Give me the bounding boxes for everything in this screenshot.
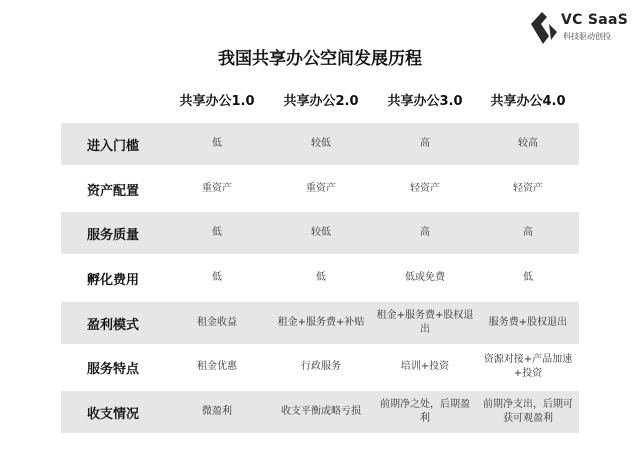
table-cell: 较低 — [311, 227, 331, 238]
table-row — [61, 302, 579, 344]
table-cell: 租金+服务费+股权退出 — [376, 310, 474, 335]
table-cell: 租金收益 — [197, 317, 237, 328]
table-cell: 高 — [523, 227, 533, 238]
table-cell: 服务费+股权退出 — [488, 317, 568, 328]
table-row — [61, 391, 579, 433]
column-header: 共享办公4.0 — [490, 94, 566, 109]
table-row — [61, 168, 579, 210]
table-cell: 低 — [212, 227, 222, 238]
table-cell: 租金+服务费+补贴 — [277, 317, 365, 328]
table-cell: 重资产 — [306, 183, 336, 194]
table-cell: 轻资产 — [410, 183, 440, 194]
table-cell: 前期净支出，后期可获可观盈利 — [483, 399, 573, 424]
row-label: 盈利模式 — [86, 317, 139, 333]
table-row — [61, 257, 579, 299]
row-label: 服务质量 — [86, 227, 139, 243]
table-row — [61, 212, 579, 254]
table-cell: 收支平衡或略亏损 — [281, 406, 361, 417]
logo-slogan: 科技驱动创投 — [563, 32, 611, 41]
page-title: 我国共享办公空间发展历程 — [218, 49, 422, 69]
table-cell: 资源对接+产品加速+投资 — [483, 354, 573, 379]
table-cell: 低或免费 — [405, 272, 445, 283]
table-cell: 较低 — [311, 138, 331, 149]
table-row — [61, 123, 579, 165]
table-cell: 重资产 — [202, 183, 232, 194]
row-label: 服务特点 — [86, 361, 139, 377]
table-cell: 低 — [523, 272, 533, 283]
row-label: 资产配置 — [86, 183, 139, 199]
table-cell: 培训+投资 — [400, 361, 450, 372]
column-header: 共享办公2.0 — [283, 94, 359, 109]
table-cell: 微盈利 — [202, 406, 232, 417]
table-cell: 高 — [420, 227, 430, 238]
logo — [529, 10, 629, 46]
table-cell: 低 — [316, 272, 326, 283]
column-header: 共享办公1.0 — [179, 94, 255, 109]
table-cell: 轻资产 — [513, 183, 543, 194]
table-cell: 前期净之处，后期盈利 — [380, 399, 470, 424]
logo-name: VC SaaS — [561, 12, 629, 28]
row-label: 孵化费用 — [86, 272, 139, 288]
table-cell: 租金优惠 — [197, 361, 237, 372]
column-header-row — [0, 90, 640, 110]
row-label: 进入门槛 — [86, 138, 139, 154]
table-cell: 行政服务 — [301, 361, 341, 372]
table-cell: 高 — [420, 138, 430, 149]
table-cell: 较高 — [518, 138, 538, 149]
row-label: 收支情况 — [86, 406, 139, 422]
table-cell: 低 — [212, 272, 222, 283]
vc-saas-logo-icon — [529, 10, 559, 46]
column-header: 共享办公3.0 — [387, 94, 463, 109]
table-cell: 低 — [212, 138, 222, 149]
table-row — [61, 346, 579, 388]
